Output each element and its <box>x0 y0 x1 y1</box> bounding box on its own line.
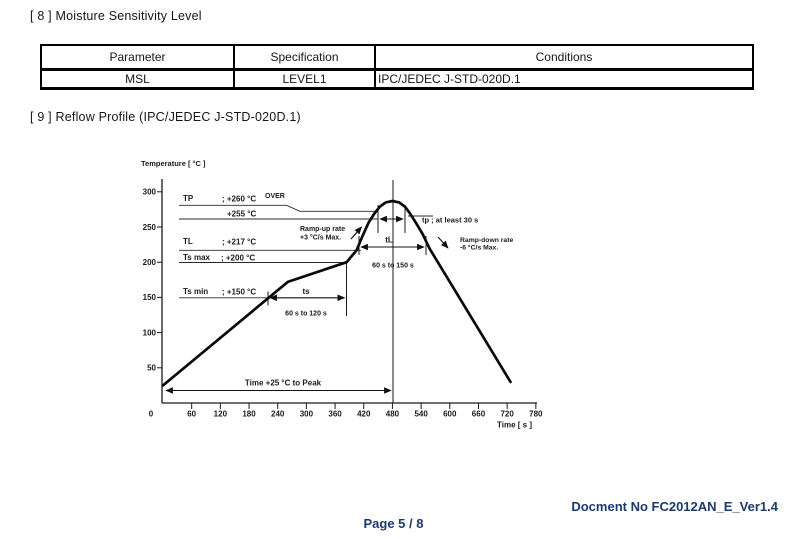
time-to-peak-label: Time +25 °C to Peak <box>244 378 322 388</box>
axes <box>162 179 537 403</box>
x-tick-label: 60 <box>187 409 197 419</box>
reflow-profile-chart <box>130 148 550 438</box>
x-tick-label: 300 <box>299 409 314 419</box>
ramp-up-arrow <box>351 227 362 239</box>
page-number: Page 5 / 8 <box>363 516 424 531</box>
y-tick-label: 250 <box>142 222 156 232</box>
msl-table-row <box>41 70 753 89</box>
y-tick-label: 200 <box>142 258 156 267</box>
ref-tsmin-value: ; +150 °C <box>222 287 257 297</box>
x-tick-label: 360 <box>328 409 342 419</box>
ref-tp-label: TP <box>183 194 194 203</box>
ramp-up-note-line1: Ramp-up rate <box>300 226 346 233</box>
x-tick-label: 720 <box>500 409 514 419</box>
document-number: Docment No FC2012AN_E_Ver1.4 <box>571 499 778 514</box>
y-tick-label: 300 <box>142 187 156 197</box>
ref-tsmin-label: Ts min <box>183 287 209 296</box>
msl-cell-conditions: IPC/JEDEC J-STD-020D.1 <box>375 70 753 89</box>
tp-duration-note: tp ; at least 30 s <box>422 215 479 225</box>
x-tick-label: 180 <box>242 409 256 419</box>
x-tick-label: 660 <box>471 409 486 419</box>
msl-header-specification: Specification <box>234 45 375 70</box>
ref-tl-label: TL <box>183 237 193 246</box>
ref-tsmax-label: Ts max <box>183 252 210 262</box>
ref-255-value: +255 °C <box>227 209 257 219</box>
x-axis-ticks <box>149 403 543 419</box>
y-axis-title: Temperature [ °C ] <box>141 159 206 168</box>
section-9-title: [ 9 ] Reflow Profile (IPC/JEDEC J-STD-020D.1) <box>30 110 301 124</box>
msl-table-header-row <box>41 45 753 70</box>
x-tick-label: 780 <box>529 409 543 419</box>
ref-tsmax-value: ; +200 °C <box>221 253 256 263</box>
x-tick-label: 600 <box>443 409 457 419</box>
x-tick-label: 420 <box>357 409 371 419</box>
x-tick-label: 0 <box>148 409 154 419</box>
ramp-down-arrow <box>438 237 448 248</box>
ts-label: ts <box>302 287 310 296</box>
y-tick-label: 50 <box>147 363 156 373</box>
section-8-title: [ 8 ] Moisture Sensitivity Level <box>30 9 202 23</box>
ramp-down-note-line2: -6 °C/s Max. <box>460 244 499 252</box>
x-tick-label: 540 <box>414 409 428 419</box>
ref-tp-value: ; +260 °C <box>222 194 257 204</box>
tl-label: tL <box>385 235 393 245</box>
y-tick-label: 100 <box>142 328 156 338</box>
msl-cell-parameter: MSL <box>41 70 234 89</box>
msl-cell-specification: LEVEL1 <box>234 70 375 89</box>
msl-header-parameter: Parameter <box>41 45 234 70</box>
x-tick-label: 480 <box>385 409 400 419</box>
ramp-up-note-line2: +3 °C/s Max. <box>300 234 342 242</box>
x-tick-label: 120 <box>213 409 228 419</box>
y-axis-ticks <box>143 188 163 373</box>
ramp-down-note-line1: Ramp-down rate <box>460 237 514 244</box>
x-tick-label: 240 <box>271 409 285 419</box>
tl-range-label: 60 s to 150 s <box>372 262 414 270</box>
ref-tl-value: ; +217 °C <box>222 237 257 247</box>
ts-range-label: 60 s to 120 s <box>285 310 327 318</box>
x-axis-title: Time [ s ] <box>497 420 532 430</box>
msl-header-conditions: Conditions <box>375 45 753 70</box>
msl-table <box>40 44 754 90</box>
over-label: OVER <box>265 193 285 200</box>
ref-line-tp-over <box>179 205 378 211</box>
y-tick-label: 150 <box>142 293 156 303</box>
